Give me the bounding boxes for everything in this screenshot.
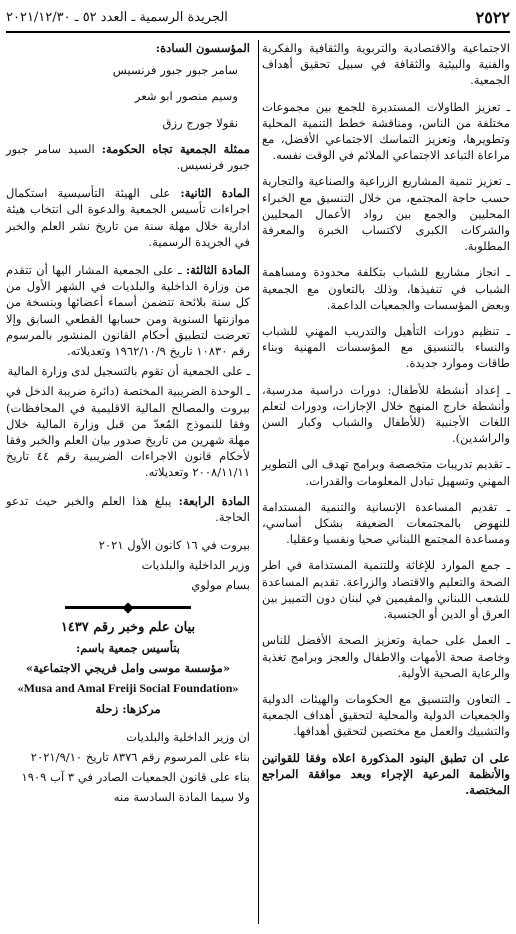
objective-item: ـ تنظيم دورات التأهيل والتدريب المهني للشباب والنساء بالتنسيق مع المؤسسات المهنية وبناء طاقات وموارد جديدة.: [262, 324, 510, 371]
article-two-text: على الهيئة التأسيسية استكمال اجراءات تأسيس الجمعية والدعوة الى انتخاب هيئة ادارية خلال مهلة سنة من تاريخ نشر العلم والخبر في الجريدة الرسمية.: [6, 186, 250, 249]
notice-body: ان وزير الداخلية والبلديات: [126, 729, 250, 744]
final-clause: على ان تطبق البنود المذكورة اعلاه وفقا للقوانين والأنظمة المرعية الإجراء وبعد موافقة المراجع المختصة.: [262, 750, 510, 797]
notice-body: بناء على قانون الجمعيات الصادر في ٣ آب ١٩٠٩: [21, 770, 250, 785]
notice-subtitle: بتأسيس جمعية باسم:: [76, 640, 180, 655]
article-three: [6, 262, 250, 359]
founder-name: سامر جبور جبور فرنسيس: [112, 63, 238, 78]
founder-name: نقولا جورج رزق: [162, 115, 238, 130]
gazette-title: الجريدة الرسمية ـ العدد ٥٢ ـ ٢٠٢١/١٢/٣٠: [6, 9, 228, 25]
minister-title: وزير الداخلية والبلديات: [141, 558, 250, 573]
objective-item: ـ انجاز مشاريع للشباب بتكلفة محدودة ومساهمة الشباب في تنفيذها، وذلك بالتعاون مع الجمعية وبعض المؤسسات والجمعيات الداعمة.: [262, 265, 510, 312]
founders-list: [6, 62, 250, 131]
notice-body: بناء على المرسوم رقم ٨٣٧٦ تاريخ ٢٠٢١/٩/١٠: [30, 749, 250, 764]
representative-paragraph: [6, 141, 250, 173]
article-three-finance: ـ على الجمعية أن تقوم بالتسجيل لدى وزارة المالية: [7, 364, 250, 379]
article-three-tax: ـ الوحدة الضريبية المختصة (دائرة ضريبة الدخل في بيروت والمصالح المالية الاقليمية في المحافظات) وفقا للنموذج المُعدّ من قبل وزارة المالية خلال مهلة شهرين من تاريخ صدور بيان العلم والخبر وفقا لأحكام قانون الاجراءات الضريبية رقم ٤٤ تاريخ ٢٠٠٨/١١/١١ وتعديلاته.: [6, 384, 250, 480]
page-header: [6, 6, 510, 33]
page-number: ٢٥٢٢: [475, 7, 510, 27]
article-three-text: ـ على الجمعية المشار اليها أن تتقدم من وزارة الداخلية والبلديات في الشهر الأول من كل سنة بلائحة تتضمن أسماء أعضائها وبنسخة من موازنتها السنوية ومن حسابها القطعي السابق وإلا تعرضت لتطبيق أحكام القانون المنشور بالمرسوم رقم ١٠٨٣٠ تاريخ ١٩٦٢/١٠/٩ وتعديلاته.: [6, 263, 250, 359]
article-three-label: المادة الثالثة:: [185, 263, 250, 278]
headquarters-label: مركزها:: [122, 701, 161, 716]
right-column: [262, 40, 510, 928]
minister-name: بسام مولوي: [191, 578, 250, 593]
objective-item: ـ جمع الموارد للإغاثة وللتنمية المستدامة في اطر الصحة والتعليم والاقتصاد والزراعة. تقديم المساعدة للشعب اللبناني والمقيمين في لبنان دون التمييز بين العرق أو الدين أو الجنسية.: [262, 558, 510, 622]
objective-item: ـ العمل على حماية وتعزيز الصحة الأفضل للناس وخاصة صحة الأمهات والاطفال والعجز وبرامج تغذية والرعاية الصحية الأولية.: [262, 633, 510, 680]
section-separator: [6, 604, 250, 612]
notice-title: بيان علم وخبر رقم ١٤٣٧: [60, 619, 196, 635]
article-four: [6, 493, 250, 525]
column-divider: [258, 40, 259, 924]
article-two-label: المادة الثانية:: [180, 186, 250, 201]
objective-item: ـ تقديم تدريبات متخصصة وبرامج تهدف الى التطوير المهني وتسهيل تبادل المعلومات والقدرات.: [262, 457, 510, 488]
objective-item: ـ تقديم المساعدة الإنسانية والتنمية المستدامة للنهوض بالمجتمعات الضعيفة بشكل أساسي، ومساعدة المجتمع اللبناني صحيا ونفسيا وعقليا.: [262, 499, 510, 547]
representative-value: السيد سامر جبور جبور فرنسيس.: [6, 141, 250, 173]
left-column: [6, 40, 250, 928]
article-two: [6, 185, 250, 250]
intro-paragraph: الاجتماعية والاقتصادية والتربوية والثقافية والفكرية والفنية والبيئية والثقافة في سبيل تحقيق أهداف الجمعية.: [262, 41, 510, 88]
founder-name: وسيم منصور ابو شعر: [134, 89, 238, 104]
objective-item: ـ إعداد أنشطة للأطفال: دورات دراسية مدرسية، وأنشطة خارج المنهج خلال الإجازات، ودورات لتعلم اللغات الأجنبية (للأطفال والشباب وكبار السن والراشدين).: [262, 382, 510, 446]
article-four-label: المادة الرابعة:: [178, 493, 251, 508]
objective-item: ـ تعزيز تنمية المشاريع الزراعية والصناعية والتجارية حسب حاجة المجتمع، من خلال التنسيق مع الخبراء المحليين والجمع بين رواد الأعمال المحليين والشركات الكبرى لاكتساب الخبرة والمعرفة المطلوبة.: [262, 174, 510, 254]
notice-body: ولا سيما المادة السادسة منه: [113, 790, 250, 805]
organization-name-english: «Musa and Amal Freiji Social Foundation»: [17, 681, 239, 696]
article-four-text: يبلغ هذا العلم والخبر حيث تدعو الحاجة.: [6, 493, 250, 524]
representative-label: ممثلة الجمعية تجاه الحكومة:: [101, 141, 250, 156]
date-line: بيروت في ١٦ كانون الأول ٢٠٢١: [98, 538, 250, 553]
objective-item: ـ تعزيز الطاولات المستديرة للجمع بين مجموعات مختلفة من الناس، ومناقشة خطط التنمية المحلية وتطويرها، وتعزيز التماسك الاجتماعي الأفضل، مع مراعاة التباعد الاجتماعي الملائم في الوقت نفسه.: [262, 99, 510, 163]
founders-label: المؤسسون السادة:: [155, 41, 250, 55]
objective-item: ـ التعاون والتنسيق مع الحكومات والهيئات الدولية والجمعيات الدولية والمحلية لتحقيق أهداف الجمعية والتشبيك والعمل مع مختصين لتحقيق أهدافها.: [262, 691, 510, 739]
organization-name-arabic: «مؤسسة موسى وامل فريجي الاجتماعية»: [25, 661, 231, 676]
headquarters: [6, 701, 250, 717]
headquarters-value: زحلة: [95, 701, 123, 716]
